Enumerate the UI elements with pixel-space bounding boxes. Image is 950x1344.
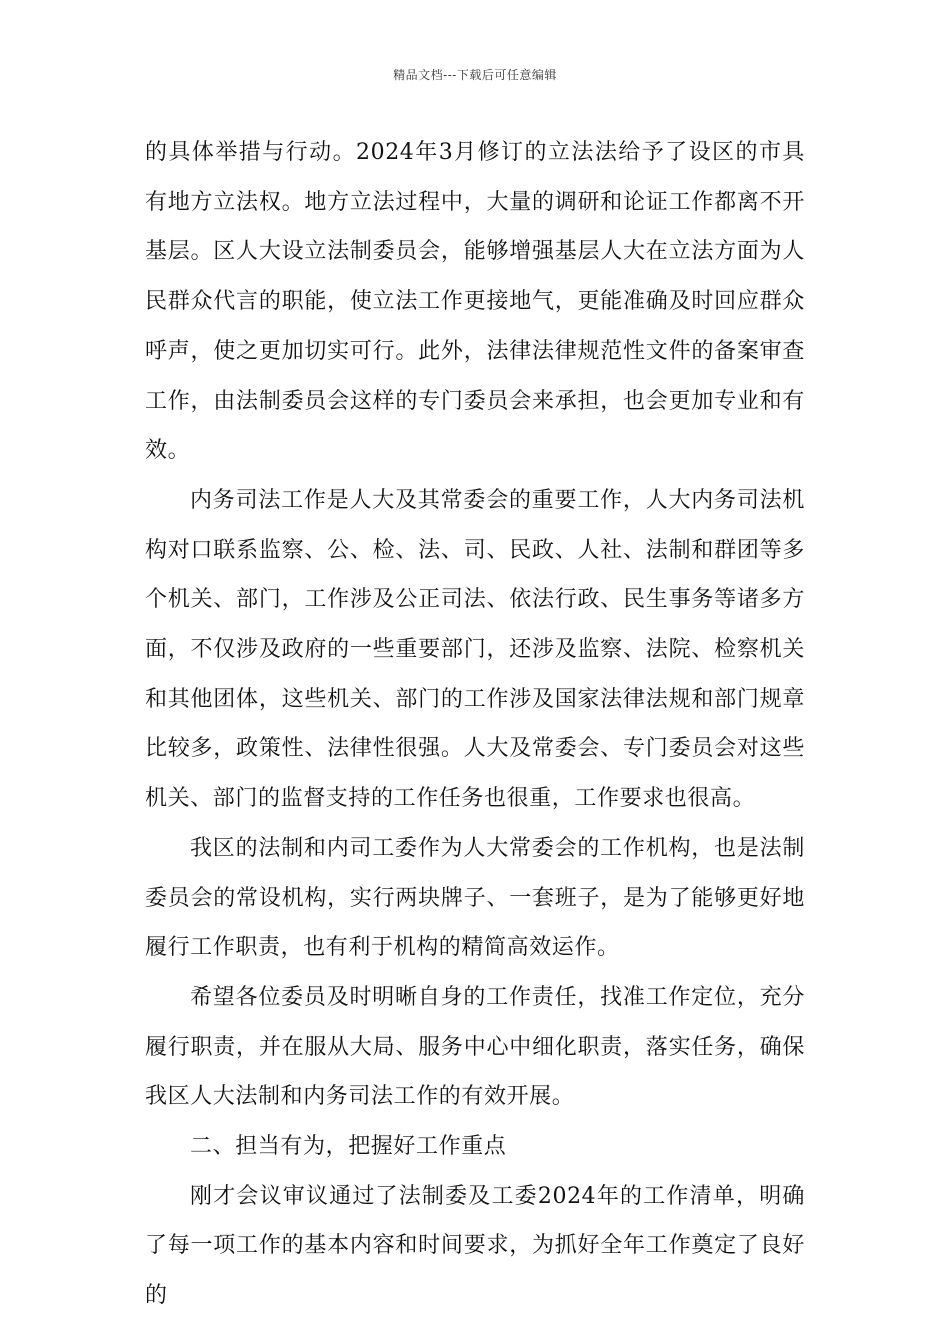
- paragraph-continuation: 的具体举措与行动。2024年3月修订的立法法给予了设区的市具有地方立法权。地方立法过程中，大量的调研和论证工作都离不开基层。区人大设立法制委员会，能够增强基层人大在立法方面为人民群众代言的职能，使立法工作更接地气，更能准确及时回应群众呼声，使之更加切实可行。此外，法律法律规范性文件的备案审查工作，由法制委员会这样的专门委员会来承担，也会更加专业和有效。: [145, 140, 805, 464]
- section-heading: 二、担当有为，把握好工作重点: [190, 1134, 507, 1160]
- paragraph-expectations: 希望各位委员及时明晰自身的工作责任，找准工作定位，充分履行职责，并在服从大局、服务中心中细化职责，落实任务，确保我区人大法制和内务司法工作的有效开展。: [145, 984, 805, 1110]
- paragraph-internal-affairs: 内务司法工作是人大及其常委会的重要工作，人大内务司法机构对口联系监察、公、检、法、司、民政、人社、法制和群团等多个机关、部门，工作涉及公正司法、依法行政、民生事务等诸多方面，不仅涉及政府的一些重要部门，还涉及监察、法院、检察机关和其他团体，这些机关、部门的工作涉及国家法律法规和部门规章比较多，政策性、法律性很强。人大及常委会、专门委员会对这些机关、部门的监督支持的工作任务也很重，工作要求也很高。: [145, 487, 805, 812]
- page-header: 精品文档---下载后可任意编辑: [393, 68, 557, 82]
- paragraph-committee-structure: 我区的法制和内司工委作为人大常委会的工作机构，也是法制委员会的常设机构，实行两块牌子、一套班子，是为了能够更好地履行工作职责，也有利于机构的精简高效运作。: [145, 835, 805, 961]
- paragraph-work-list: 刚才会议审议通过了法制委及工委2024年的工作清单，明确了每一项工作的基本内容和时间要求，为抓好全年工作奠定了良好的: [145, 1183, 805, 1309]
- document-body: [145, 128, 805, 1321]
